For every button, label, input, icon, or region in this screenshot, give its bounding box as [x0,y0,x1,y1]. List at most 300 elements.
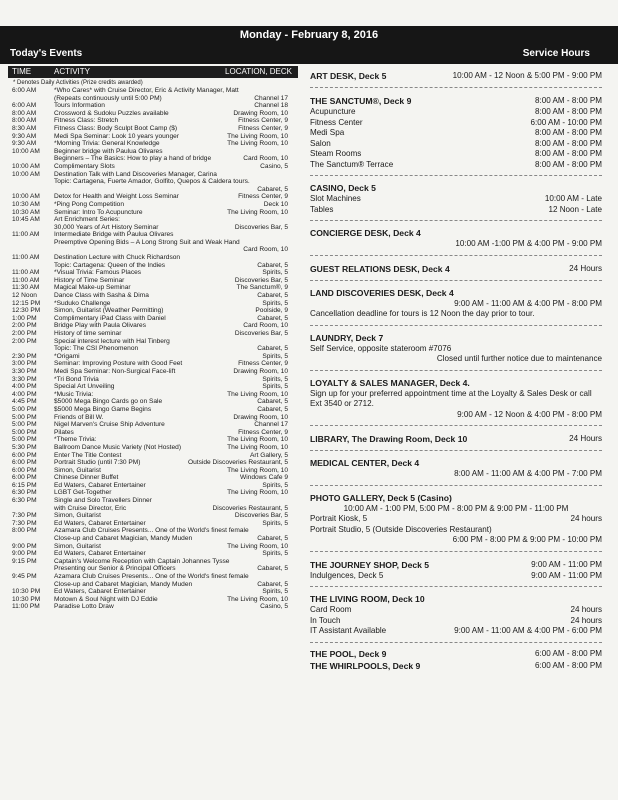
event-location: Cabaret, 5 [257,345,288,353]
event-row [8,216,298,224]
event-row [8,588,298,596]
event-row [8,353,298,361]
land-discoveries-section [310,286,602,326]
event-time: 6:00 PM [12,474,37,482]
event-activity: Single and Solo Travellers Dinner [54,497,152,505]
event-time: 9:00 PM [12,550,37,558]
event-activity: Paradise Lotto Draw [54,603,114,611]
event-time: 9:00 PM [12,542,37,550]
event-row [8,489,298,497]
event-location: The Living Room, 10 [227,390,288,398]
section-title: LOYALTY & SALES MANAGER, Deck 4. [310,377,470,388]
event-location: Casino, 5 [260,162,288,170]
service-name: Slot Machines [310,194,361,203]
event-location: Deck 10 [263,200,288,208]
header-bar [0,26,618,64]
event-time: 12:30 PM [12,307,41,315]
event-row [8,467,298,475]
service-row [310,160,602,171]
event-row [8,148,298,156]
service-hours: 9:00 AM - 11:00 PM [531,570,602,580]
events-header [8,66,298,78]
event-time: 5:00 PM [12,436,37,444]
event-row [8,406,298,414]
hours: 6:00 AM - 8:00 PM [534,648,602,658]
event-activity: *Who Cares* with Cruise Director, Eric & Activity Manager, Matt [54,87,239,94]
event-activity: Intermediate Bridge with Paulua Olivares [54,231,174,239]
event-activity: Simon, Guitarist [54,466,101,474]
event-row [8,193,298,201]
event-activity: Ed Waters, Cabaret Entertainer [54,588,146,596]
event-row [8,565,298,573]
event-row [8,292,298,300]
service-hours-column [310,68,602,672]
event-time: 10:00 AM [12,162,40,170]
event-activity: History of time seminar [54,330,122,337]
event-location: Card Room, 10 [243,155,288,163]
event-activity: Ed Waters, Cabaret Entertainer [54,481,146,489]
event-activity: Detox for Health and Weight Loss Seminar [54,193,179,201]
event-row [8,444,298,452]
service-name: In Touch [310,615,341,625]
event-time: 5:30 PM [12,443,37,451]
event-activity: Magical Make-up Seminar [54,284,131,292]
hours: 10:00 AM -1:00 PM & 4:00 PM - 9:00 PM [455,239,602,248]
section-title: LAND DISCOVERIES DESK, Deck 4 [310,287,454,298]
event-activity: Fitness Class: Body Sculpt Boot Camp ($) [54,124,178,132]
event-time: 7:30 PM [12,512,37,520]
event-activity: (Repeats continuously until 5:00 PM) [54,94,162,102]
journey-shop-section [310,557,602,588]
event-time: 11:00 PM [12,603,40,611]
event-row [8,330,298,338]
event-activity: Topic: Cartagena, Fuerte Amador, Golfito, Quepos & Caldera tours. [54,178,250,186]
event-time: 4:45 PM [12,398,37,406]
events-column [8,66,298,611]
hours: 24 Hours [569,434,602,443]
event-row [8,224,298,232]
event-time: 10:00 AM [12,193,40,201]
studio-label: Portrait Studio, 5 (Outside Discoveries Restaurant) [310,524,492,534]
section-title: GUEST RELATIONS DESK, Deck 4 [310,263,450,274]
event-row [8,391,298,399]
hours: 10:00 AM - 12 Noon & 5:00 PM - 9:00 PM [452,71,602,80]
section-title: THE LIVING ROOM, Deck 10 [310,594,425,604]
event-time: 6:00 PM [12,466,37,474]
event-location: Discoveries Bar, 5 [234,276,288,284]
event-activity: *Tri Bond Trivia [54,375,99,383]
service-hours: 9:00 AM - 11:00 AM & 4:00 PM - 6:00 PM [454,626,602,635]
event-row [8,254,298,262]
event-time: 5:00 PM [12,405,37,413]
event-time: 5:00 PM [12,421,37,429]
event-row [8,345,298,353]
event-activity: Special Art Unveiling [54,383,115,391]
hours: 6:00 AM - 8:00 PM [534,660,602,670]
event-row [8,315,298,323]
section-title: MEDICAL CENTER, Deck 4 [310,458,420,468]
event-location: Fitness Center, 9 [238,360,288,368]
event-location: Spirits, 5 [262,481,288,489]
event-activity: Medi Spa Seminar: Look 10 years younger [54,132,179,140]
event-location: Windows Cafe 9 [239,474,288,482]
event-activity: Crossword & Sudoku Puzzles available [54,109,169,117]
event-location: Channel 17 [254,421,288,429]
event-activity: Presenting our Senior & Principal Officers [54,565,176,573]
service-name: Acupuncture [310,107,356,116]
event-location: Channel 18 [254,102,288,110]
event-location: Spirits, 5 [262,352,288,360]
event-location: Cabaret, 5 [257,261,288,269]
guest-relations-section [310,261,602,281]
event-row [8,550,298,558]
section-title: ART DESK, Deck 5 [310,71,387,81]
event-row [8,125,298,133]
photo-gallery-section [310,491,602,552]
event-activity: *Ping Pong Competition [54,200,125,208]
service-row [310,139,602,150]
service-name: Tables [310,204,334,214]
event-location: The Sanctum®, 9 [236,284,288,292]
event-activity: Art Enrichment Series: [54,216,120,224]
event-row [8,87,298,95]
event-row [8,421,298,429]
event-time: 8:00 AM [12,109,37,117]
art-desk-section [310,68,602,88]
section-title: LIBRARY, The Drawing Room, Deck 10 [310,434,468,444]
kiosk-label: Portrait Kiosk, 5 [310,514,368,523]
event-location: Art Gallery, 5 [250,451,288,459]
event-time: 10:45 AM [12,216,40,224]
event-row [8,398,298,406]
event-location: The Living Room, 10 [227,595,288,603]
cancellation-note: Cancellation deadline for tours is 12 Noon the day prior to tour. [310,309,535,318]
hours: 9:00 AM - 11:00 PM [531,559,602,569]
event-time: 9:45 PM [12,573,37,580]
section-title: THE SANCTUM®, Deck 9 [310,96,412,106]
event-row [8,459,298,467]
event-row [8,436,298,444]
service-name: Salon [310,138,331,148]
event-activity: Fitness Class: Stretch [54,117,119,125]
event-row [8,482,298,490]
event-location: The Living Room, 10 [227,132,288,140]
service-name: Medi Spa [310,128,345,137]
event-row [8,239,298,247]
event-row [8,543,298,551]
event-location: Cabaret, 5 [257,580,288,588]
event-row [8,322,298,330]
hours: 8:00 AM - 11:00 AM & 4:00 PM - 7:00 PM [454,469,602,478]
event-location: Cabaret, 5 [257,314,288,322]
event-time: 10:00 AM [12,147,40,155]
service-name: Fitness Center [310,117,363,127]
event-activity: Medi Spa Seminar: Non-Surgical Face-lift [54,367,176,375]
event-row [8,558,298,566]
event-time: 6:15 PM [12,481,37,489]
studio-hours: 6:00 PM - 8:00 PM & 9:00 PM - 10:00 PM [452,535,602,544]
event-activity: LGBT Get-Together [54,489,112,497]
laundry-location: Self Service, opposite stateroom #7076 [310,343,452,353]
service-hours: 24 hours [570,615,602,625]
event-time: 8:00 AM [12,117,37,125]
event-time: 2:00 PM [12,330,37,337]
event-activity: Complimentary iPad Class with Daniel [54,314,166,322]
event-row [8,307,298,315]
hours: 9:00 AM - 11:00 AM & 4:00 PM - 8:00 PM [454,298,602,308]
event-activity: *Music Trivia: [54,390,94,398]
event-row [8,201,298,209]
section-title: THE JOURNEY SHOP, Deck 5 [310,559,430,570]
pool-section [310,648,602,672]
event-time: 7:30 PM [12,519,37,527]
service-hours: 8:00 AM - 8:00 PM [534,138,602,148]
section-title: CASINO, Deck 5 [310,183,376,193]
event-activity: with Cruise Director, Eric [54,504,127,512]
service-row [310,118,602,129]
event-location: Cabaret, 5 [257,292,288,300]
event-activity: Chinese Dinner Buffet [54,474,119,482]
event-activity: Bridge Play with Paula Olivares [54,322,146,330]
event-activity: Simon, Guitarist [54,512,101,520]
event-activity: Friends of Bill W. [54,413,104,421]
section-title: THE WHIRLPOOLS, Deck 9 [310,660,421,671]
event-time: 3:00 PM [12,360,37,368]
event-row [8,383,298,391]
event-row [8,376,298,384]
service-row [310,149,602,160]
laundry-status: Closed until further notice due to maintenance [436,354,602,363]
event-row [8,171,298,179]
event-activity: Ballroom Dance Music Variety (Not Hosted) [54,443,182,451]
event-time: 9:30 AM [12,140,37,148]
event-location: Drawing Room, 10 [233,413,288,421]
event-row [8,231,298,239]
event-activity: Motown & Soul Night with DJ Eddie [54,595,158,603]
event-location: Spirits, 5 [262,519,288,527]
event-time: 12 Noon [12,292,37,300]
service-row [310,571,602,582]
event-row [8,155,298,163]
event-row [8,573,298,581]
service-name: The Sanctum® Terrace [310,159,394,169]
event-activity: Topic: Cartagena: Queen of the Indies [54,261,166,269]
hours: 10:00 AM - 1:00 PM, 5:00 PM - 8:00 PM & 9:00 PM - 11:00 PM [343,503,569,513]
hours: 9:00 AM - 12 Noon & 4:00 PM - 8:00 PM [457,409,602,419]
event-row [8,497,298,505]
kiosk-hours: 24 hours [570,514,602,523]
hours: 24 Hours [569,263,602,273]
service-row [310,205,602,216]
event-location: Spirits, 5 [262,588,288,596]
event-activity: Captain's Welcome Reception with Captain Johannes Tysse [54,557,230,565]
event-location: Discoveries Bar, 5 [234,512,288,520]
event-activity: Preemptive Opening Bids – A Long Strong Suit and Weak Hand [54,238,240,246]
event-row [8,209,298,217]
event-location: Discoveries Restaurant, 5 [212,504,288,512]
event-activity: Enter The Title Contest [54,451,122,459]
hours: 8:00 AM - 8:00 PM [534,96,602,105]
event-activity: 30,000 Years of Art History Seminar [54,223,159,231]
event-location: Cabaret, 5 [257,398,288,406]
event-activity: Topic: The CSI Phenomenon [54,345,139,353]
event-row [8,360,298,368]
section-title: CONCIERGE DESK, Deck 4 [310,228,421,238]
living-room-section [310,592,602,643]
service-name: Steam Rooms [310,149,362,158]
event-location: Fitness Center, 9 [238,117,288,125]
event-activity: Azamara Club Cruises Presents... One of the World's finest female [54,573,249,580]
laundry-section [310,331,602,371]
event-row [8,95,298,103]
event-activity: Close-up and Cabaret Magician, Mandy Muden [54,580,193,588]
event-time: 6:00 AM [12,87,37,94]
event-location: Spirits, 5 [262,550,288,558]
event-time: 4:00 PM [12,390,37,398]
event-time: 11:00 AM [12,231,40,239]
event-location: Cabaret, 5 [257,535,288,543]
event-row [8,110,298,118]
service-hours: 8:00 AM - 8:00 PM [534,128,602,137]
event-row [8,505,298,513]
event-time: 11:00 AM [12,269,40,277]
event-activity: *Visual Trivia: Famous Places [54,269,142,277]
event-time: 4:00 PM [12,383,37,391]
event-activity: Simon, Guitarist (Weather Permitting) [54,307,164,315]
event-activity: Ed Waters, Cabaret Entertainer [54,550,146,558]
service-name: IT Assistant Available [310,626,387,635]
event-time: 6:00 PM [12,451,37,459]
event-activity: *Suduko Challenge [54,299,111,307]
event-location: The Living Room, 10 [227,436,288,444]
event-row [8,512,298,520]
event-location: Discoveries Bar, 5 [234,223,288,231]
event-activity: $5000 Mega Bingo Game Begins [54,405,152,413]
event-time: 10:30 AM [12,208,40,216]
event-row [8,603,298,611]
event-time: 11:00 AM [12,254,40,262]
service-row [310,626,602,637]
library-section [310,431,602,451]
event-time: 11:30 AM [12,284,40,292]
service-row [310,107,602,118]
event-location: Outside Discoveries Restaurant, 5 [187,459,288,467]
loyalty-text: Sign up for your preferred appointment time at the Loyalty & Sales Desk or call Ext 3540 or 2712. [310,388,592,408]
event-location: Fitness Center, 9 [238,193,288,201]
event-time: 8:30 AM [12,124,37,132]
event-row [8,133,298,141]
service-row [310,194,602,205]
event-location: Fitness Center, 9 [238,124,288,132]
event-time: 9:30 AM [12,132,37,140]
event-time: 2:00 PM [12,322,37,330]
service-hours: 24 hours [570,605,602,614]
event-row [8,140,298,148]
event-activity: Tours Information [54,102,105,110]
event-row [8,300,298,308]
event-time: 2:30 PM [12,352,37,360]
event-activity: Seminar: Intro To Acupuncture [54,208,143,216]
event-row [8,520,298,528]
event-time: 5:00 PM [12,413,37,421]
service-hours: 6:00 AM - 10:00 PM [530,117,602,127]
concierge-section [310,226,602,256]
event-row [8,452,298,460]
loyalty-section [310,376,602,427]
section-title: PHOTO GALLERY, Deck 5 (Casino) [310,492,452,503]
page-date: Monday - February 8, 2016 [239,29,379,41]
event-activity: Special interest lecture with Hal Tinberg [54,337,170,345]
daily-note: * Denotes Daily Activities (Prize credits awarded) [13,80,143,86]
event-row [8,262,298,270]
event-location: Cabaret, 5 [257,565,288,573]
medical-section [310,456,602,486]
event-location: The Living Room, 10 [227,542,288,550]
event-time: 3:30 PM [12,375,37,383]
service-row [310,605,602,616]
event-activity: History of Time Seminar [54,276,125,284]
event-row [8,284,298,292]
event-row [8,338,298,346]
event-activity: Complimentary Slots [54,162,115,170]
service-row [310,616,602,627]
service-hours: 8:00 AM - 8:00 PM [534,159,602,169]
casino-section [310,181,602,221]
event-activity: *Theme Trivia: [54,436,97,444]
service-hours: 10:00 AM - Late [544,194,602,203]
event-time: 10:30 PM [12,595,41,603]
event-activity: Ed Waters, Cabaret Entertainer [54,519,146,527]
event-activity: Nigel Marven's Cruise Ship Adventure [54,421,165,429]
service-hours: 12 Noon - Late [548,204,602,214]
todays-events-title: Today's Events [10,48,83,59]
event-activity: Pilates [54,428,74,436]
service-name: Card Room [310,605,352,614]
event-location: Cabaret, 5 [257,185,288,193]
event-location: The Living Room, 10 [227,443,288,451]
event-time: 6:00 AM [12,102,37,110]
event-location: Card Room, 10 [243,246,288,254]
event-activity: $5000 Mega Bingo Cards go on Sale [54,398,163,406]
event-time: 6:30 PM [12,497,37,505]
event-activity: Azamara Club Cruises Presents... One of the World's finest female [54,527,249,535]
event-time: 2:00 PM [12,337,37,345]
event-time: 3:30 PM [12,367,37,375]
event-row [8,535,298,543]
col-time: TIME [12,67,32,76]
event-time: 9:15 PM [12,557,37,565]
event-row [8,178,298,186]
event-time: 6:30 PM [12,489,37,497]
event-location: Spirits, 5 [262,269,288,277]
event-activity: Seminar: Improving Posture with Good Feet [54,360,183,368]
service-hours: 8:00 AM - 8:00 PM [534,107,602,116]
event-row [8,117,298,125]
event-location: Card Room, 10 [243,322,288,330]
event-activity: Close-up and Cabaret Magician, Mandy Muden [54,535,193,543]
event-location: Discoveries Bar, 5 [234,330,288,337]
event-location: The Living Room, 10 [227,140,288,148]
service-hours: 8:00 AM - 8:00 PM [534,149,602,158]
event-activity: Beginners – The Basics: How to play a hand of bridge [54,155,212,163]
event-location: Poolside, 9 [255,307,288,315]
event-time: 6:00 PM [12,459,37,467]
service-row [310,128,602,139]
event-row [8,269,298,277]
service-hours-title: Service Hours [522,48,590,59]
col-location: LOCATION, DECK [225,67,292,76]
service-name: Indulgences, Deck 5 [310,570,384,580]
